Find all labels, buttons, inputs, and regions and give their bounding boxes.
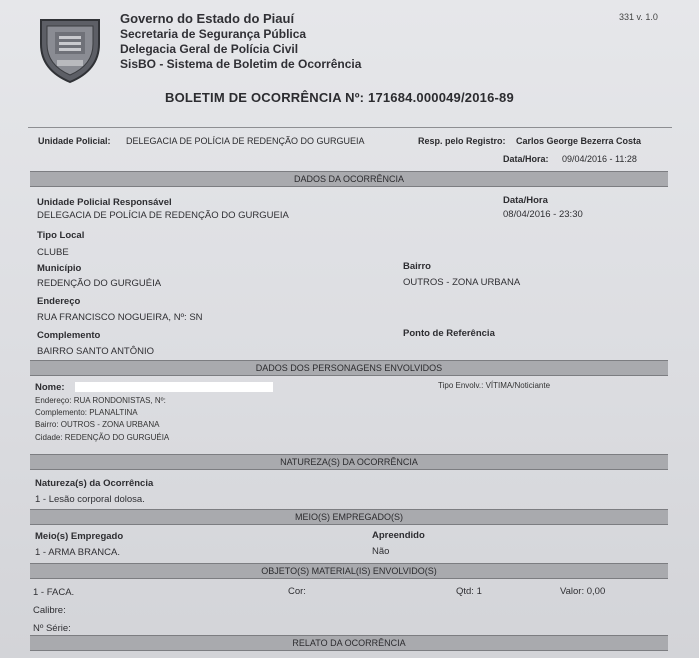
page-title: BOLETIM DE OCORRÊNCIA Nº: 171684.000049/2016-89	[165, 90, 514, 105]
tipo-envolv: Tipo Envolv.: VÍTIMA/Noticiante	[438, 381, 551, 390]
natureza-value: 1 - Lesão corporal dolosa.	[35, 494, 145, 505]
ponto-referencia-label: Ponto de Referência	[403, 328, 495, 339]
bairro-value: OUTROS - ZONA URBANA	[403, 277, 521, 288]
bairro-label: Bairro	[403, 261, 431, 272]
municipio-label: Município	[37, 263, 82, 274]
divider	[28, 127, 672, 128]
section-natureza: NATUREZA(S) DA OCORRÊNCIA	[30, 454, 668, 470]
header-system: SisBO - Sistema de Boletim de Ocorrência	[120, 57, 362, 71]
redacted-name	[75, 382, 273, 392]
unidade-resp-value: DELEGACIA DE POLÍCIA DE REDENÇÃO DO GURGUEIA	[37, 210, 289, 221]
municipio-value: REDENÇÃO DO GURGUÉIA	[37, 278, 162, 289]
endereco-value: RUA FRANCISCO NOGUEIRA, Nº: SN	[37, 312, 203, 323]
datahora-value: 09/04/2016 - 11:28	[562, 154, 637, 164]
personagem-bairro: Bairro: OUTROS - ZONA URBANA	[35, 420, 160, 429]
apreendido-value: Não	[372, 546, 390, 557]
resp-label: Resp. pelo Registro:	[418, 136, 506, 146]
header-secretariat: Secretaria de Segurança Pública	[120, 27, 307, 41]
objeto-serie: Nº Série:	[33, 623, 71, 634]
meio-label: Meio(s) Empregado	[35, 531, 124, 542]
meio-value: 1 - ARMA BRANCA.	[35, 547, 120, 558]
tipo-local-value: CLUBE	[37, 247, 69, 258]
objeto-item: 1 - FACA.	[33, 587, 75, 598]
unidade-resp-label: Unidade Policial Responsável	[37, 197, 172, 208]
data-hora-label: Data/Hora	[503, 195, 548, 206]
nome-label: Nome:	[35, 382, 65, 393]
header-police: Delegacia Geral de Polícia Civil	[120, 42, 299, 56]
header-government: Governo do Estado do Piauí	[120, 11, 295, 26]
personagem-cidade: Cidade: REDENÇÃO DO GURGUÉIA	[35, 433, 170, 442]
apreendido-label: Apreendido	[372, 530, 425, 541]
tipo-local-label: Tipo Local	[37, 230, 85, 241]
objeto-cor: Cor:	[288, 586, 306, 597]
section-meio: MEIO(S) EMPREGADO(S)	[30, 509, 668, 525]
objeto-calibre: Calibre:	[33, 605, 66, 616]
complemento-value: BAIRRO SANTO ANTÔNIO	[37, 346, 155, 357]
unidade-label: Unidade Policial:	[38, 136, 111, 146]
section-personagens: DADOS DOS PERSONAGENS ENVOLVIDOS	[30, 360, 668, 376]
personagem-endereco: Endereço: RUA RONDONISTAS, Nº:	[35, 396, 166, 405]
objeto-qtd: Qtd: 1	[456, 586, 482, 597]
police-crest-icon	[37, 14, 103, 84]
endereco-label: Endereço	[37, 296, 81, 307]
section-relato: RELATO DA OCORRÊNCIA	[30, 635, 668, 651]
section-dados-ocorrencia: DADOS DA OCORRÊNCIA	[30, 171, 668, 187]
natureza-label: Natureza(s) da Ocorrência	[35, 478, 154, 489]
objeto-valor: Valor: 0,00	[560, 586, 606, 597]
section-objeto: OBJETO(S) MATERIAL(IS) ENVOLVIDO(S)	[30, 563, 668, 579]
datahora-label: Data/Hora:	[503, 154, 549, 164]
complemento-label: Complemento	[37, 330, 101, 341]
version-label: 331 v. 1.0	[619, 12, 658, 22]
data-hora-value: 08/04/2016 - 23:30	[503, 209, 583, 220]
personagem-complemento: Complemento: PLANALTINA	[35, 408, 138, 417]
unidade-value: DELEGACIA DE POLÍCIA DE REDENÇÃO DO GURGUEIA	[126, 136, 365, 146]
resp-value: Carlos George Bezerra Costa	[516, 136, 642, 146]
